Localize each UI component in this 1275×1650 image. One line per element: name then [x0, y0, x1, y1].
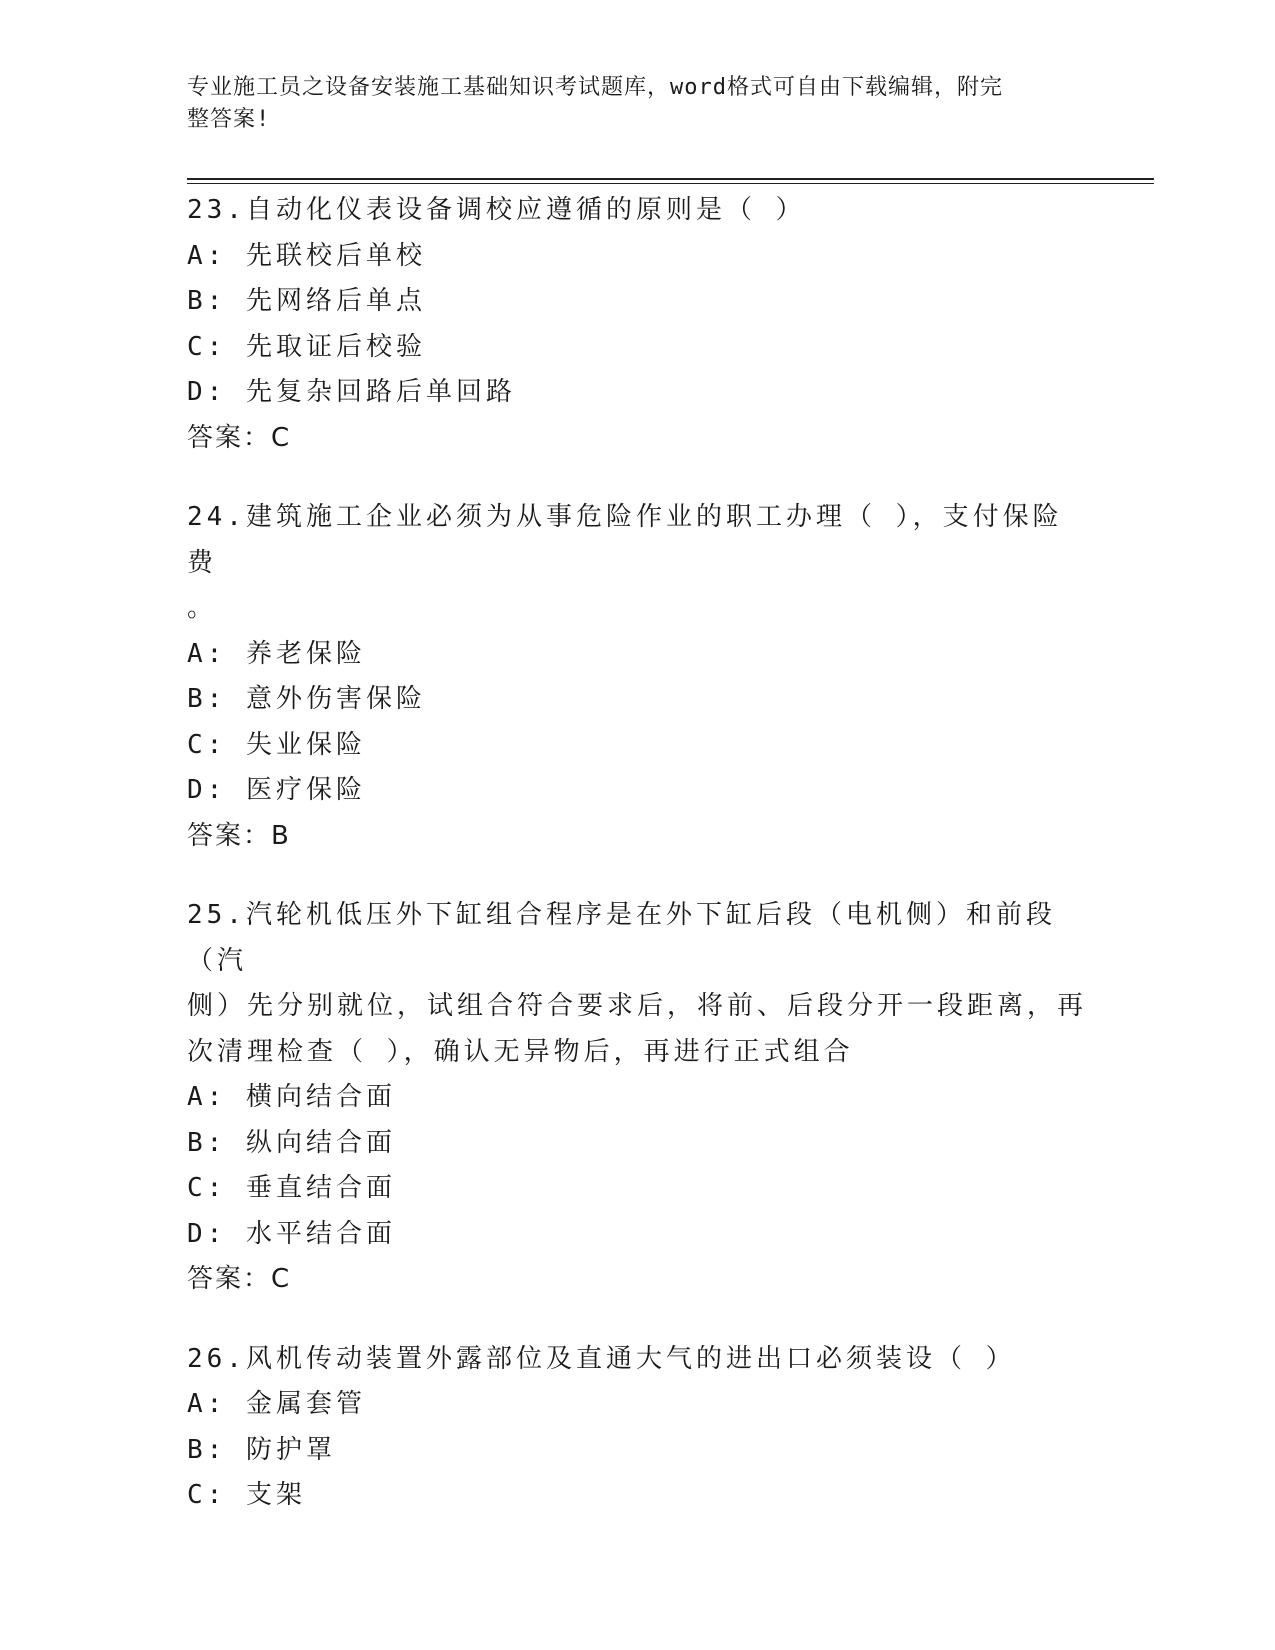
- question-block: [187, 495, 1087, 859]
- header-rule-thick: [187, 178, 1154, 180]
- question-stem-line: 次清理检查（ ），确认无异物后，再进行正式组合: [187, 1036, 854, 1067]
- question-stem-line: 25.汽轮机低压外下缸组合程序是在外下缸后段（电机侧）和前段（汽: [187, 900, 1056, 976]
- answer-key: 答案：C: [187, 1264, 292, 1294]
- header-rule-thin: [187, 183, 1154, 184]
- answer-option: D: 先复杂回路后单回路: [187, 377, 516, 407]
- answer-option: B: 纵向结合面: [187, 1127, 396, 1158]
- answer-option: B: 防护罩: [187, 1434, 336, 1465]
- answer-option: C: 先取证后校验: [187, 331, 426, 362]
- answer-option: C: 垂直结合面: [187, 1173, 396, 1203]
- question-list: [187, 188, 1087, 1553]
- answer-option: A: 金属套管: [187, 1389, 366, 1419]
- answer-option: B: 意外伤害保险: [187, 684, 426, 714]
- answer-key: 答案：B: [187, 820, 291, 851]
- answer-option: D: 水平结合面: [187, 1218, 396, 1249]
- answer-option: A: 先联校后单校: [187, 240, 426, 271]
- question-stem-line: 23.自动化仪表设备调校应遵循的原则是（ ）: [187, 195, 806, 225]
- header-line-1: 专业施工员之设备安装施工基础知识考试题库，word格式可自由下载编辑，附完: [187, 75, 1003, 100]
- answer-option: D: 医疗保险: [187, 775, 366, 805]
- answer-option: C: 失业保险: [187, 729, 366, 760]
- question-block: [187, 188, 1087, 461]
- answer-key: 答案：C: [187, 422, 292, 453]
- question-stem-line: 。: [187, 593, 218, 623]
- answer-option: C: 支架: [187, 1480, 306, 1510]
- question-stem-line: 24.建筑施工企业必须为从事危险作业的职工办理（ ），支付保险费: [187, 502, 1063, 578]
- document-header: [187, 72, 1067, 136]
- header-line-2: 整答案!: [187, 107, 271, 132]
- question-block: [187, 893, 1087, 1303]
- answer-option: A: 养老保险: [187, 638, 366, 669]
- answer-option: B: 先网络后单点: [187, 286, 426, 316]
- question-stem-line: 26.风机传动装置外露部位及直通大气的进出口必须装设（ ）: [187, 1343, 1016, 1374]
- question-stem-line: 侧）先分别就位，试组合符合要求后，将前、后段分开一段距离，再: [187, 991, 1088, 1021]
- question-block: [187, 1337, 1087, 1519]
- answer-option: A: 横向结合面: [187, 1082, 396, 1112]
